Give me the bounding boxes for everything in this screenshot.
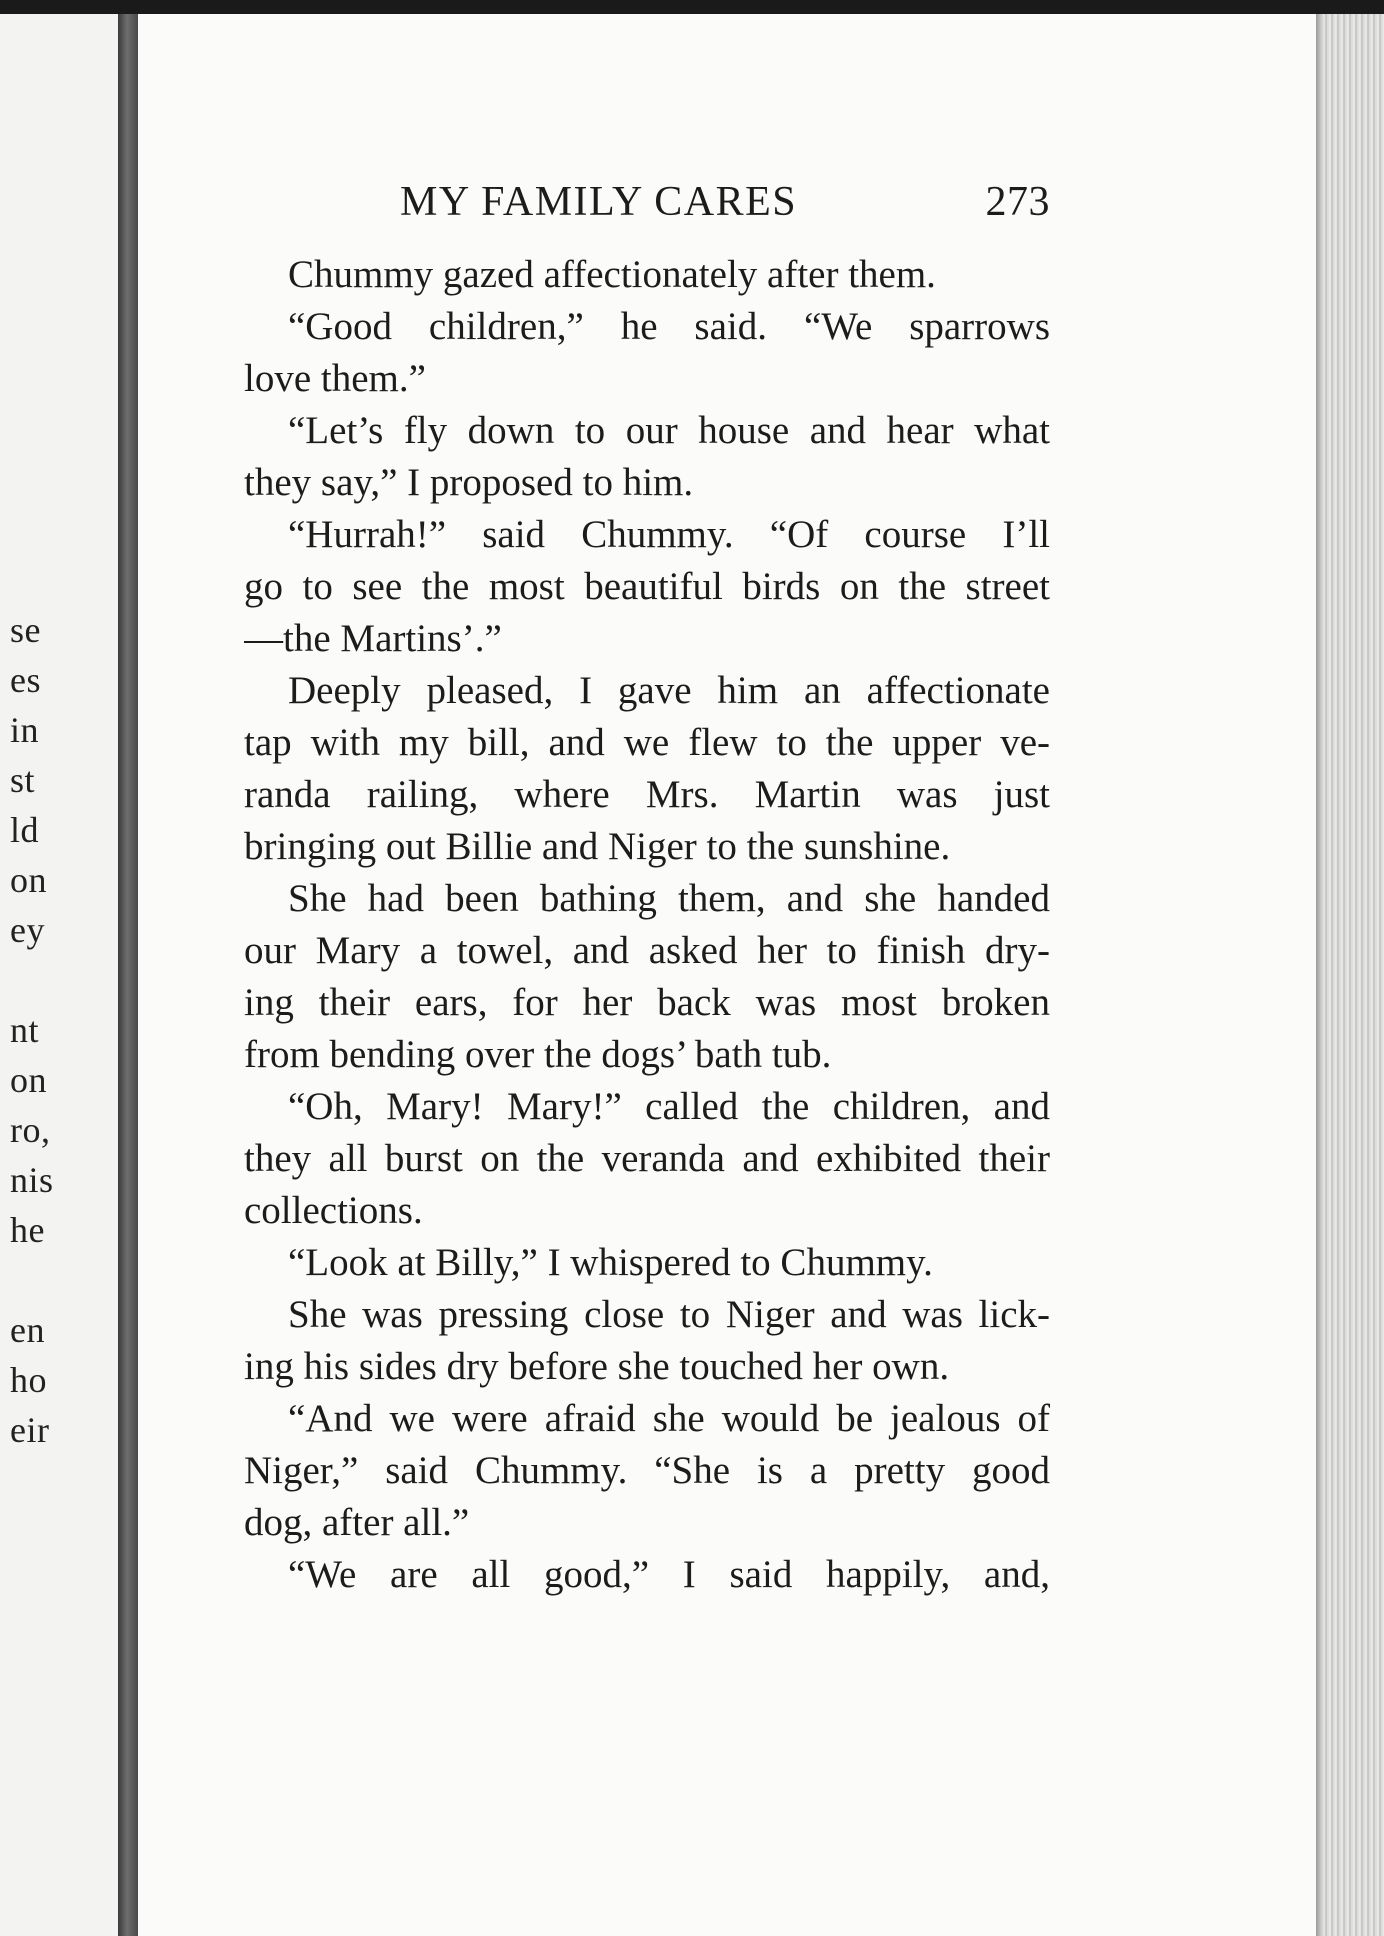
left-page-fragment: en xyxy=(10,1310,45,1350)
text-line: “And we were afraid she would be jealous of xyxy=(288,1397,1050,1440)
text-line: they all burst on the veranda and exhibited their xyxy=(244,1137,1050,1180)
running-head-title: MY FAMILY CARES xyxy=(400,179,798,225)
book-gutter xyxy=(118,14,138,1936)
left-page-fragment: ro, xyxy=(10,1110,51,1150)
text-line: “Let’s fly down to our house and hear what xyxy=(288,409,1050,452)
text-line: ing their ears, for her back was most broken xyxy=(244,981,1050,1024)
left-page-fragment: es xyxy=(10,660,41,700)
left-page-fragment: ey xyxy=(10,910,45,950)
text-line: love them.” xyxy=(244,357,426,400)
page-number: 273 xyxy=(985,179,1050,225)
text-line: “We are all good,” I said happily, and, xyxy=(288,1553,1050,1596)
text-line: She was pressing close to Niger and was lick- xyxy=(288,1293,1050,1336)
left-page-fragment: ho xyxy=(10,1360,47,1400)
text-line: “Good children,” he said. “We sparrows xyxy=(288,305,1050,348)
left-page-fragment: he xyxy=(10,1210,45,1250)
left-page xyxy=(0,14,122,1936)
left-page-fragment: eir xyxy=(10,1410,50,1450)
text-line: dog, after all.” xyxy=(244,1501,470,1544)
left-page-fragment: nis xyxy=(10,1160,54,1200)
text-line: “Oh, Mary! Mary!” called the children, and xyxy=(288,1085,1050,1128)
left-page-fragment: st xyxy=(10,760,36,800)
text-line: tap with my bill, and we flew to the upper ve- xyxy=(244,721,1050,764)
text-line: from bending over the dogs’ bath tub. xyxy=(244,1033,832,1076)
running-head xyxy=(400,175,1050,229)
text-line: our Mary a towel, and asked her to finish dry- xyxy=(244,929,1050,972)
text-line: ing his sides dry before she touched her own. xyxy=(244,1345,950,1388)
left-page-fragment: se xyxy=(10,610,41,650)
text-line: She had been bathing them, and she handed xyxy=(288,877,1050,920)
text-line: bringing out Billie and Niger to the sunshine. xyxy=(244,825,951,868)
text-line: randa railing, where Mrs. Martin was just xyxy=(244,773,1050,816)
text-line: they say,” I proposed to him. xyxy=(244,461,694,504)
text-line: Chummy gazed affectionately after them. xyxy=(288,253,936,296)
text-line: “Look at Billy,” I whispered to Chummy. xyxy=(288,1241,933,1284)
left-page-fragment: on xyxy=(10,860,47,900)
page-edge-shadow xyxy=(1316,14,1324,1936)
left-page-fragment: ld xyxy=(10,810,40,850)
text-line: “Hurrah!” said Chummy. “Of course I’ll xyxy=(288,513,1050,556)
page-edges xyxy=(1316,14,1384,1936)
left-page-fragment: nt xyxy=(10,1010,40,1050)
text-line: —the Martins’.” xyxy=(244,617,502,660)
left-page-fragment: on xyxy=(10,1060,47,1100)
text-line: collections. xyxy=(244,1189,423,1232)
text-line: go to see the most beautiful birds on the street xyxy=(244,565,1050,608)
left-page-fragment: in xyxy=(10,710,40,750)
text-line: Deeply pleased, I gave him an affectionate xyxy=(288,669,1050,712)
text-line: Niger,” said Chummy. “She is a pretty good xyxy=(244,1449,1050,1492)
body-text xyxy=(244,249,1050,1601)
